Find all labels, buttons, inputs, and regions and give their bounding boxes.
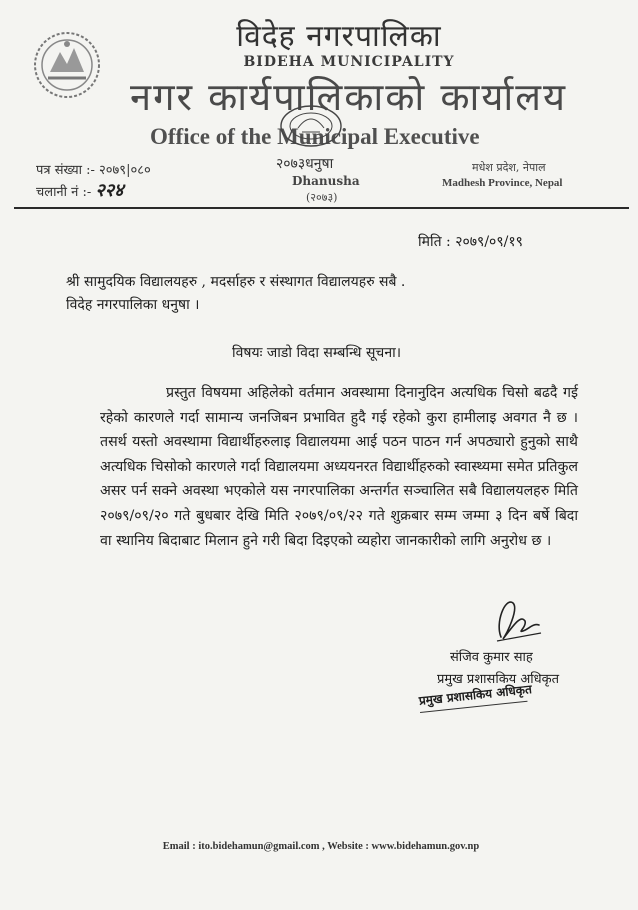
office-name-english: Office of the Municipal Executive: [150, 124, 480, 149]
reference-number: पत्र संख्या :- २०७९|०८०: [36, 163, 151, 178]
district-english: Dhanusha: [292, 174, 360, 188]
letter-date: मिति : २०७९/०९/१९: [418, 234, 523, 250]
contact-footer: Email : ito.bidehamun@gmail.com , Website : www.bidehamun.gov.np: [162, 841, 480, 852]
letter-subject: विषयः जाडो विदा सम्बन्धि सूचना।: [232, 345, 402, 361]
addressee-line-2: विदेह नगरपालिका धनुषा ।: [66, 297, 200, 313]
signatory-title: प्रमुख प्रशासकिय अधिकृत: [437, 672, 560, 687]
province-nepali: मधेश प्रदेश, नेपाल: [472, 161, 546, 174]
office-name-nepali: नगर कार्यपालिकाको कार्यालय: [130, 75, 568, 119]
municipality-name-english: BIDEHA MUNICIPALITY: [243, 54, 455, 70]
addressee-line-1: श्री सामुदयिक विद्यालयहरु , मदर्साहरु र संस्थागत विद्यालयहरु सबै .: [66, 274, 406, 290]
letter-body: प्रस्तुत विषयमा अहिलेको वर्तमान अवस्थामा दिनानुदिन अत्यधिक चिसो बढदै गई रहेको कारणले गर्दा सामान्य जनजिबन प्रभावित हुदै गई रहेको कुरा हामीलाइ अवगत नै छ । तसर्थ यस्तो अवस्थामा विद्यार्थीहरुलाइ विद्यालयमा आई पठन पाठन गर्न अपठ्यारो हुनुको साथै अत्यधिक चिसोको कारणले गर्दा विद्यालयमा अध्ययनरत विद्यार्थीहरुको स्वास्थ्यमा समेत प्रतिकुल असर पर्न सक्ने अवस्था भएकोले यस नगरपालिका अन्तर्गत सञ्चालित सबै विद्यालयलहरु मिति २०७९/०९/२० गते बुधबार देखि मिति २०७९/०९/२२ गते शुक्रबार सम्म जम्मा ३ दिन बर्षे बिदा वा स्थानिय बिदाबाट मिलान हुने गरी बिदा दिइएको व्यहोरा जानकारीको लागि अनुरोध छ ।: [100, 385, 578, 549]
dispatch-value: २२४: [95, 180, 124, 201]
municipality-name-nepali: विदेह नगरपालिका: [236, 19, 442, 54]
office-seal: [276, 102, 346, 150]
dispatch-number: [36, 178, 124, 202]
letterhead-divider: [14, 207, 629, 209]
handwritten-signature: [487, 593, 547, 645]
district-nepali: २०७३धनुषा: [276, 156, 334, 172]
province-english: Madhesh Province, Nepal: [442, 177, 563, 189]
signatory-name: संजिव कुमार साह: [450, 650, 533, 665]
district-year: (२०७३): [306, 191, 338, 204]
official-stamp: प्रमुख प्रशासकिय अधिकृत: [418, 682, 533, 708]
dispatch-label: चलानी नं :-: [36, 185, 92, 200]
